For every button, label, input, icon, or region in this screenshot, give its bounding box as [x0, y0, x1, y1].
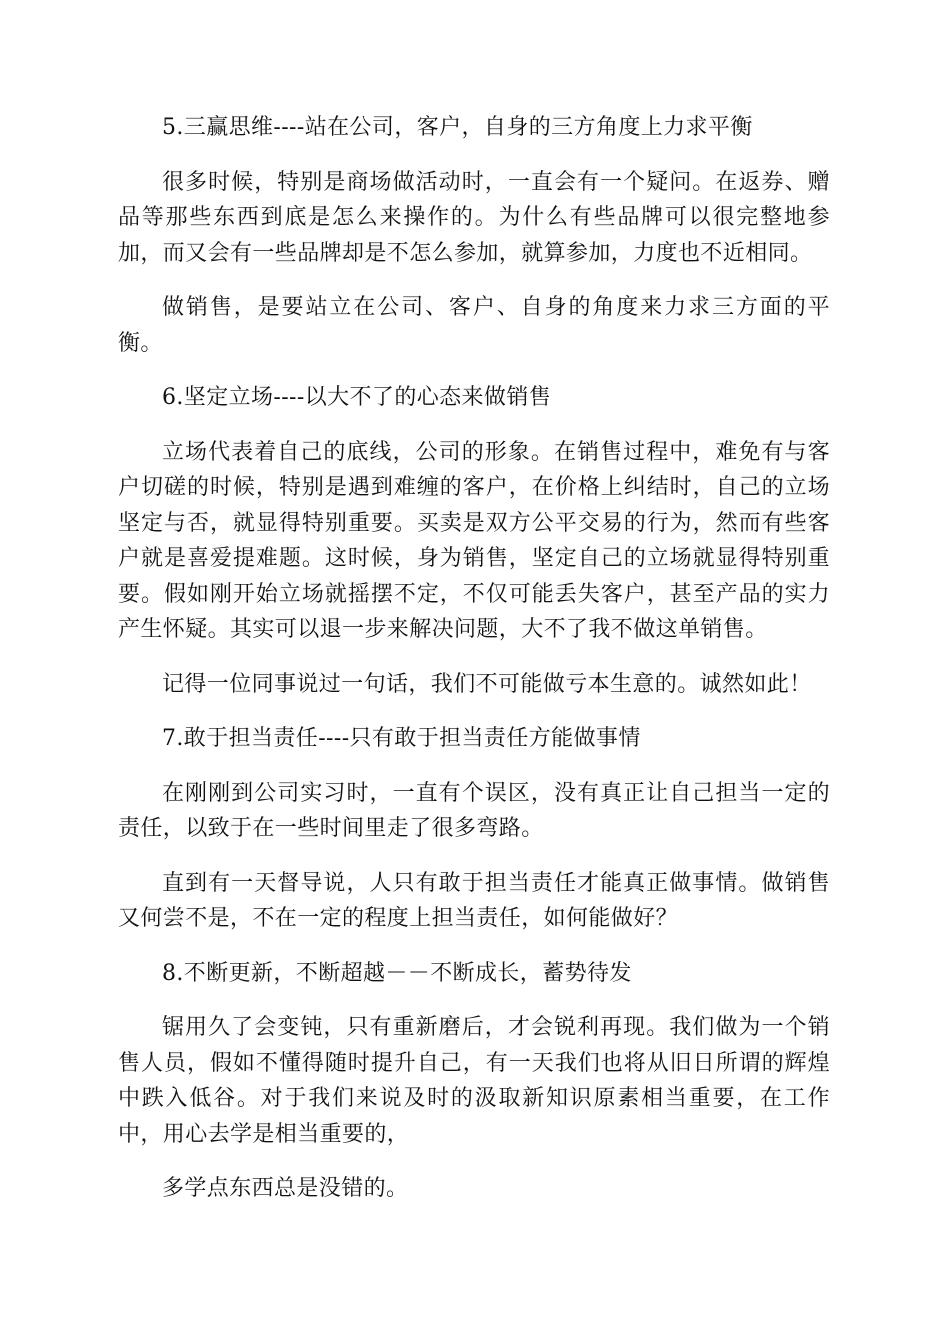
paragraph: 记得一位同事说过一句话，我们不可能做亏本生意的。诚然如此！: [162, 671, 812, 697]
paragraph: 多学点东西总是没错的。: [162, 1176, 409, 1201]
document-body: [118, 110, 830, 1226]
paragraph: 直到有一天督导说，人只有敢于担当责任才能真正做事情。做销售又何尝不是，不在一定的程度上担当责任，如何能做好？: [118, 870, 830, 931]
paragraph: 在刚刚到公司实习时，一直有个误区，没有真正让自己担当一定的责任，以致于在一些时间里走了很多弯路。: [118, 780, 830, 841]
paragraph: 立场代表着自己的底线，公司的形象。在销售过程中，难免有与客户切磋的时候，特别是遇到难缠的客户，在价格上纠结时，自己的立场坚定与否，就显得特别重要。买卖是双方公平交易的行为，然而有些客户就是喜爱提难题。这时候，身为销售，坚定自己的立场就显得特别重要。假如刚开始立场就摇摆不定，不仅可能丢失客户，甚至产品的实力产生怀疑。其实可以退一步来解决问题，大不了我不做这单销售。: [118, 439, 830, 642]
section-heading-7: 7.敢于担当责任----只有敢于担当责任方能做事情: [162, 726, 641, 751]
paragraph: 做销售，是要站立在公司、客户、自身的角度来力求三方面的平衡。: [118, 295, 830, 356]
section-heading-6: 6.坚定立场----以大不了的心态来做销售: [162, 385, 552, 410]
paragraph: 锯用久了会变钝，只有重新磨后，才会锐利再现。我们做为一个销售人员，假如不懂得随时提升自己，有一天我们也将从旧日所谓的辉煌中跌入低谷。对于我们来说及时的汲取新知识原素相当重要，在工作中，用心去学是相当重要的，: [118, 1015, 830, 1147]
section-heading-5: 5.三赢思维----站在公司，客户，自身的三方角度上力求平衡: [162, 115, 753, 140]
paragraph: 很多时候，特别是商场做活动时，一直会有一个疑问。在返券、赠品等那些东西到底是怎么来操作的。为什么有些品牌可以很完整地参加，而又会有一些品牌却是不怎么参加，就算参加，力度也不近相同。: [118, 169, 830, 266]
section-heading-8: 8.不断更新，不断超越－－不断成长，蓄势待发: [162, 960, 632, 986]
